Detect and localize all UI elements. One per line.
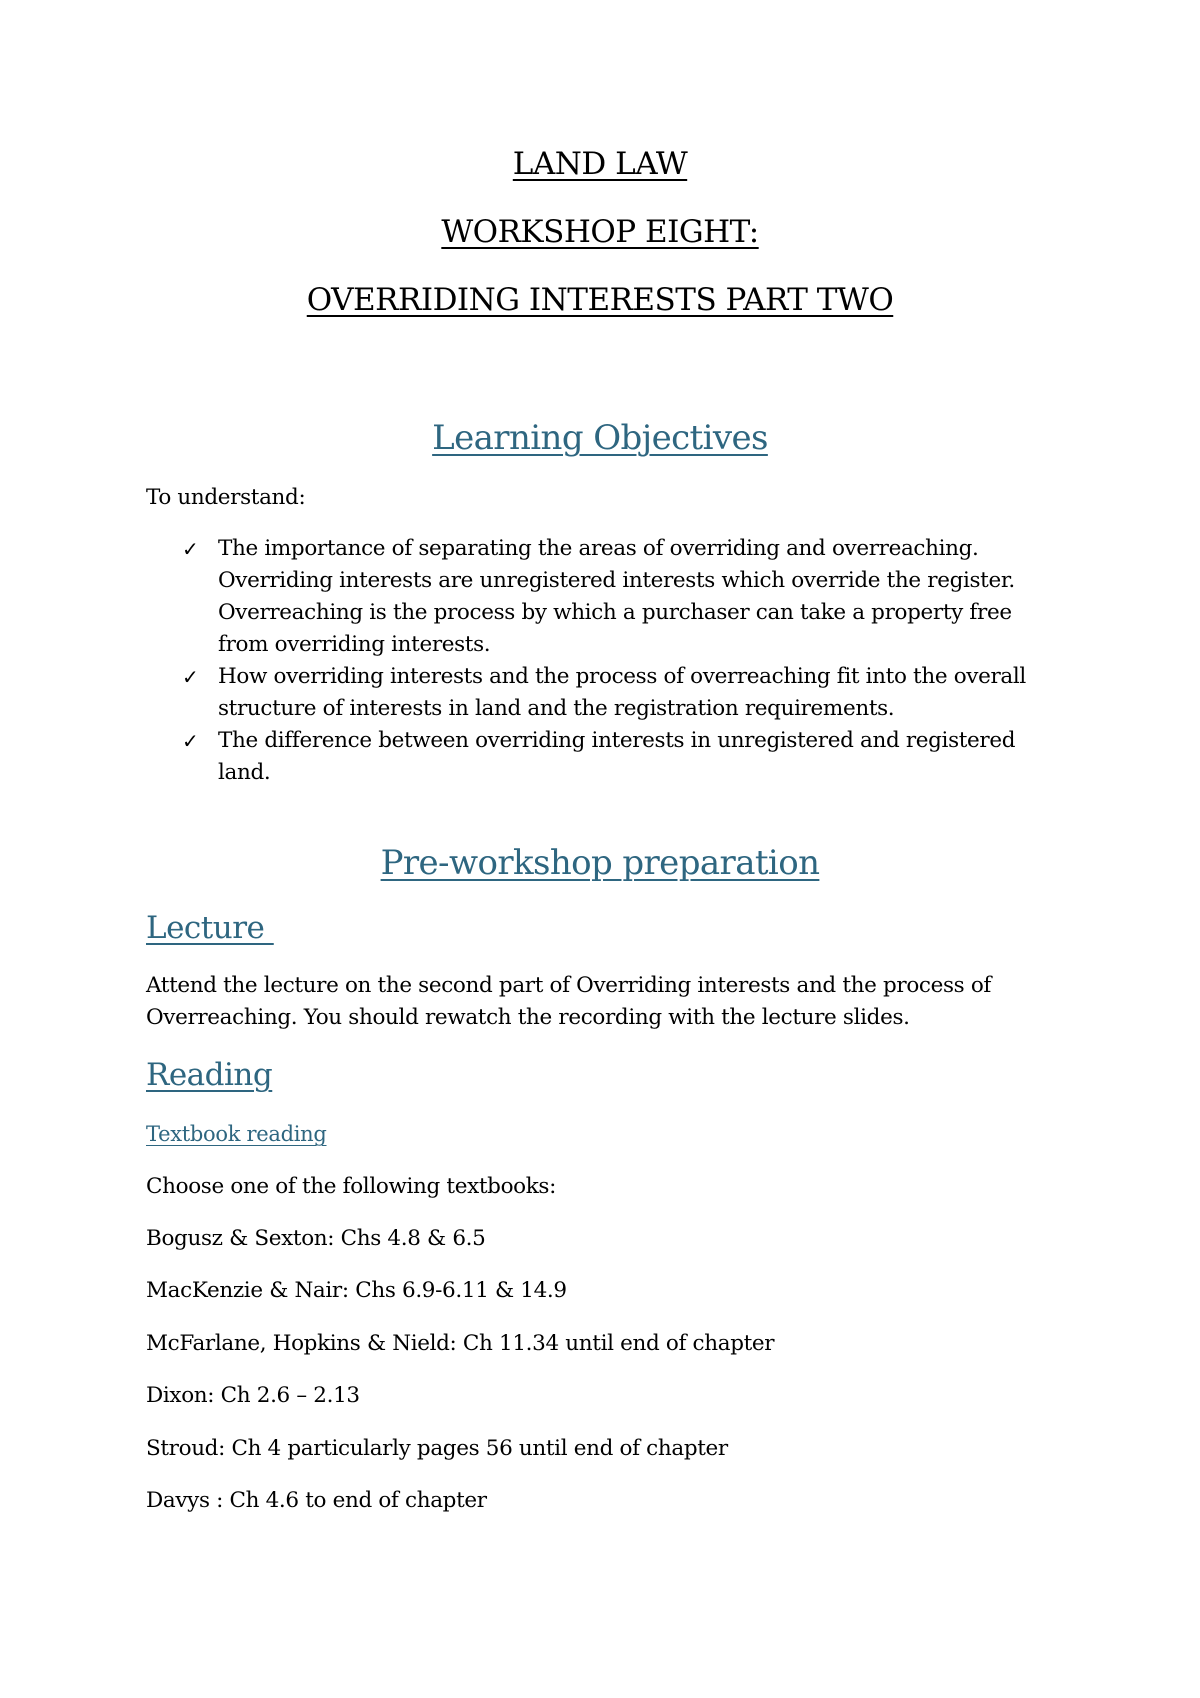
preparation-heading: Pre-workshop preparation [380, 843, 820, 883]
textbook-intro: Choose one of the following textbooks: [146, 1174, 557, 1199]
objectives-intro: To understand: [146, 485, 306, 510]
textbook-item: MacKenzie & Nair: Chs 6.9-6.11 & 14.9 [146, 1278, 567, 1303]
workshop-title: WORKSHOP EIGHT: [441, 214, 759, 250]
textbook-reading-subheading: Textbook reading [146, 1122, 327, 1146]
lecture-text: Attend the lecture on the second part of Overriding interests and the process of Overreaching. You should rewatch the recording with the lecture slides. [146, 973, 992, 1030]
checkmark-icon: ✓ [182, 729, 199, 753]
reading-heading: Reading [146, 1057, 273, 1093]
textbook-item: Davys : Ch 4.6 to end of chapter [146, 1488, 487, 1513]
course-title: LAND LAW [512, 146, 688, 182]
objective-item [182, 725, 1042, 789]
checkmark-icon: ✓ [182, 537, 199, 561]
objectives-list [182, 533, 1042, 789]
lecture-heading: Lecture [146, 910, 274, 946]
objective-text: The importance of separating the areas of overriding and overreaching. Overriding interests are unregistered interests which override the register. Overreaching is the process by which a purchaser can take a property free from overriding interests. [218, 536, 1015, 657]
objective-text: How overriding interests and the process of overreaching fit into the overall structure of interests in land and the registration requirements. [218, 664, 1026, 721]
objective-item [182, 533, 1042, 661]
objective-text: The difference between overriding interests in unregistered and registered land. [218, 728, 1016, 785]
textbook-item: Dixon: Ch 2.6 – 2.13 [146, 1383, 360, 1408]
textbook-item: Stroud: Ch 4 particularly pages 56 until end of chapter [146, 1436, 728, 1461]
learning-objectives-heading: Learning Objectives [432, 418, 768, 458]
checkmark-icon: ✓ [182, 665, 199, 689]
objective-item [182, 661, 1042, 725]
textbook-item: McFarlane, Hopkins & Nield: Ch 11.34 until end of chapter [146, 1331, 775, 1356]
topic-title: OVERRIDING INTERESTS PART TWO [306, 282, 894, 318]
textbook-item: Bogusz & Sexton: Chs 4.8 & 6.5 [146, 1226, 486, 1251]
